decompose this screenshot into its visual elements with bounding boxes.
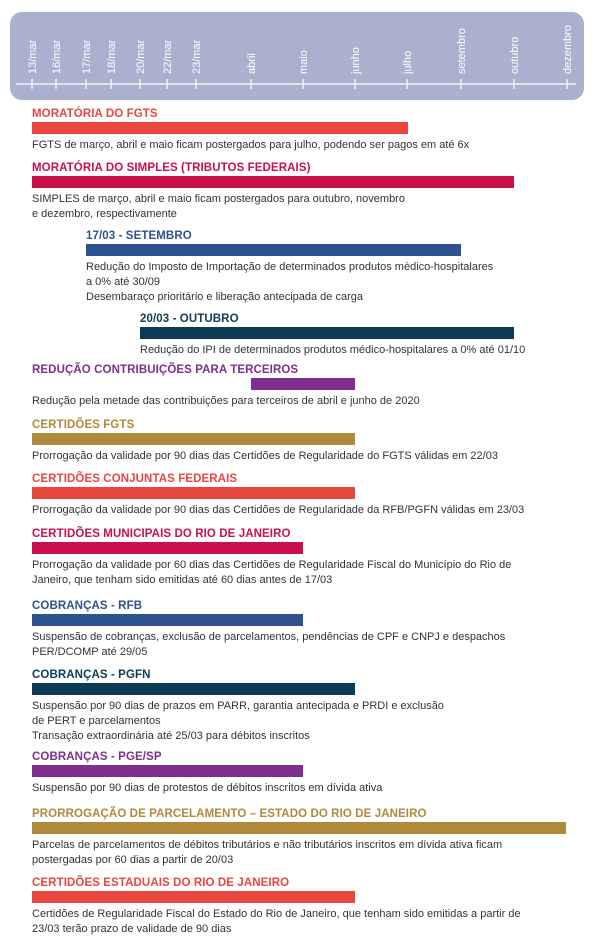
measure-title: CERTIDÕES FGTS [32,419,135,431]
axis-tick-label: 17/mar [81,39,93,74]
measure-description-line: SIMPLES de março, abril e maio ficam postergados para outubro, novembro [32,193,405,205]
measure-period-bar [32,433,355,445]
measure-description-line: Certidões de Regularidade Fiscal do Estado do Rio de Janeiro, que tenham sido emitidas a partir de [32,908,521,920]
measure-description-line: Redução pela metade das contribuições para terceiros de abril e junho de 2020 [32,395,420,407]
timeline-axis-band [10,12,584,100]
measure-period-bar [32,765,303,777]
axis-tick-label: julho [402,50,414,74]
measure-period-bar [251,378,355,390]
measure-period-bar [32,822,566,834]
measure-period-bar [86,244,461,256]
measure-description-line: Redução do IPI de determinados produtos médico-hospitalares a 0% até 01/10 [140,344,526,356]
measure-description-line: Suspensão por 90 dias de prazos em PARR, garantia antecipada e PRDI e exclusão [32,700,444,712]
measure-description-line: FGTS de março, abril e maio ficam postergados para julho, podendo ser pagos em até 6x [32,139,470,151]
axis-tick-label: 20/mar [135,39,147,74]
axis-tick-label: junho [350,47,362,74]
measure-period-bar [32,614,303,626]
measure-period-bar [32,683,355,695]
measure-description-line: Suspensão por 90 dias de protestos de débitos inscritos em dívida ativa [32,782,383,794]
measure-description-line: e dezembro, respectivamente [32,208,177,220]
axis-tick-label: 16/mar [51,39,63,74]
measure-period-bar [32,487,355,499]
axis-tick-label: outubro [509,36,521,74]
measure-title: MORATÓRIA DO FGTS [32,108,158,120]
axis-tick-label: 13/mar [27,39,39,74]
measure-period-bar [32,176,514,188]
axis-tick-label: abril [246,53,258,74]
measure-description-line: Suspensão de cobranças, exclusão de parcelamentos, pendências de CPF e CNPJ e despachos [32,631,506,643]
measure-title: CERTIDÕES MUNICIPAIS DO RIO DE JANEIRO [32,528,291,540]
measure-period-bar [140,327,514,339]
measure-description-line: Desembaraço prioritário e liberação antecipada de carga [86,291,363,303]
measure-title: REDUÇÃO CONTRIBUIÇÕES PARA TERCEIROS [32,364,299,376]
measure-title: COBRANÇAS - RFB [32,600,143,612]
measure-title: CERTIDÕES ESTADUAIS DO RIO DE JANEIRO [32,877,290,889]
measure-description-line: 23/03 terão prazo de validade de 90 dias [32,923,232,935]
measure-description-line: Prorrogação da validade por 60 dias das Certidões de Regularidade Fiscal do Município do Rio de [32,559,512,571]
measure-title: PRORROGAÇÃO DE PARCELAMENTO – ESTADO DO RIO DE JANEIRO [32,808,427,820]
measure-title: COBRANÇAS - PGFN [32,669,151,681]
measure-description-line: Prorrogação da validade por 90 dias das Certidões de Regularidade do FGTS válidas em 22/03 [32,450,498,462]
measure-description-line: Redução do Imposto de Importação de determinados produtos médico-hospitalares [86,261,494,273]
measure-title: COBRANÇAS - PGE/SP [32,751,162,763]
measure-description-line: Janeiro, que tenham sido emitidas até 60 dias antes de 17/03 [32,574,333,586]
measure-description-line: a 0% até 30/09 [86,276,161,288]
measure-description-line: Parcelas de parcelamentos de débitos tributários e não tributários inscritos em dívida ativa ficam [32,839,503,851]
axis-tick-label: dezembro [562,25,574,74]
axis-tick-label: setembro [456,28,468,74]
measure-title: MORATÓRIA DO SIMPLES (TRIBUTOS FEDERAIS) [32,162,311,174]
measure-description-line: Prorrogação da validade por 90 dias das Certidões de Regularidade da RFB/PGFN válidas em 23/03 [32,504,525,516]
measure-title: 20/03 - OUTUBRO [140,313,239,325]
axis-ticks [27,25,574,89]
measure-period-bar [32,542,303,554]
measure-title: 17/03 - SETEMBRO [86,230,192,242]
axis-tick-label: 23/mar [191,39,203,74]
measure-period-bar [32,891,355,903]
timeline-axis [10,12,584,100]
axis-tick-label: 18/mar [106,39,118,74]
measure-period-bar [32,122,408,134]
measure-title: CERTIDÕES CONJUNTAS FEDERAIS [32,473,238,485]
measure-description-line: de PERT e parcelamentos [32,715,161,727]
measure-description-line: postergadas por 60 dias a partir de 20/03 [32,854,234,866]
measure-description-line: PER/DCOMP até 29/05 [32,646,148,658]
axis-tick-label: 22/mar [162,39,174,74]
axis-tick-label: maio [298,50,310,74]
measure-description-line: Transação extraordinária até 25/03 para débitos inscritos [32,730,310,742]
